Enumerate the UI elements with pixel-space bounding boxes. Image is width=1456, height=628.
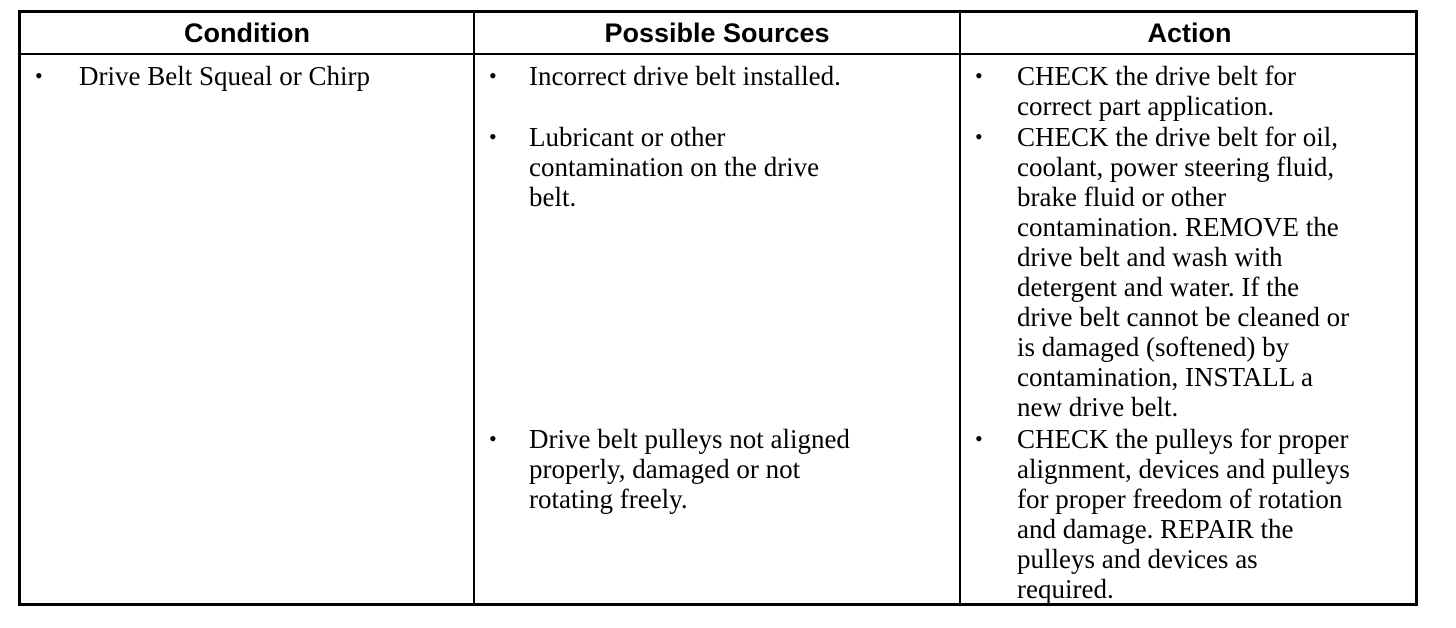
bullet-icon: • bbox=[975, 63, 983, 88]
header-condition: Condition bbox=[184, 17, 310, 48]
action-text: CHECK the pulleys for proper alignment, devices and pulleys for proper freedom of rotation and damage. REPAIR the pulleys and devices as required. bbox=[1017, 424, 1350, 604]
header-action: Action bbox=[1147, 17, 1232, 48]
source-text: Lubricant or other contamination on the drive belt. bbox=[529, 122, 820, 212]
sources-cell bbox=[475, 57, 957, 597]
header-possible-sources: Possible Sources bbox=[604, 17, 830, 48]
action-text: CHECK the drive belt for correct part application. bbox=[1017, 61, 1296, 121]
source-text: Drive belt pulleys not aligned properly, damaged or not rotating freely. bbox=[529, 424, 850, 514]
bullet-icon: • bbox=[489, 124, 497, 149]
condition-text: Drive Belt Squeal or Chirp bbox=[79, 61, 370, 91]
bullet-icon: • bbox=[489, 63, 497, 88]
bullet-icon: • bbox=[975, 426, 983, 451]
source-text: Incorrect drive belt installed. bbox=[529, 61, 841, 91]
action-text: CHECK the drive belt for oil, coolant, power steering fluid, brake fluid or other contamination. REMOVE the drive belt and wash with detergent and water. If the drive belt cannot be cleaned or is damaged (softened) by contamination, INSTALL a new drive belt. bbox=[1017, 122, 1350, 422]
bullet-icon: • bbox=[35, 63, 43, 88]
bullet-icon: • bbox=[975, 124, 983, 149]
action-cell bbox=[961, 57, 1416, 605]
header-divider bbox=[21, 53, 1415, 55]
condition-cell bbox=[21, 57, 471, 597]
bullet-icon: • bbox=[489, 426, 497, 451]
troubleshooting-table bbox=[18, 10, 1418, 606]
